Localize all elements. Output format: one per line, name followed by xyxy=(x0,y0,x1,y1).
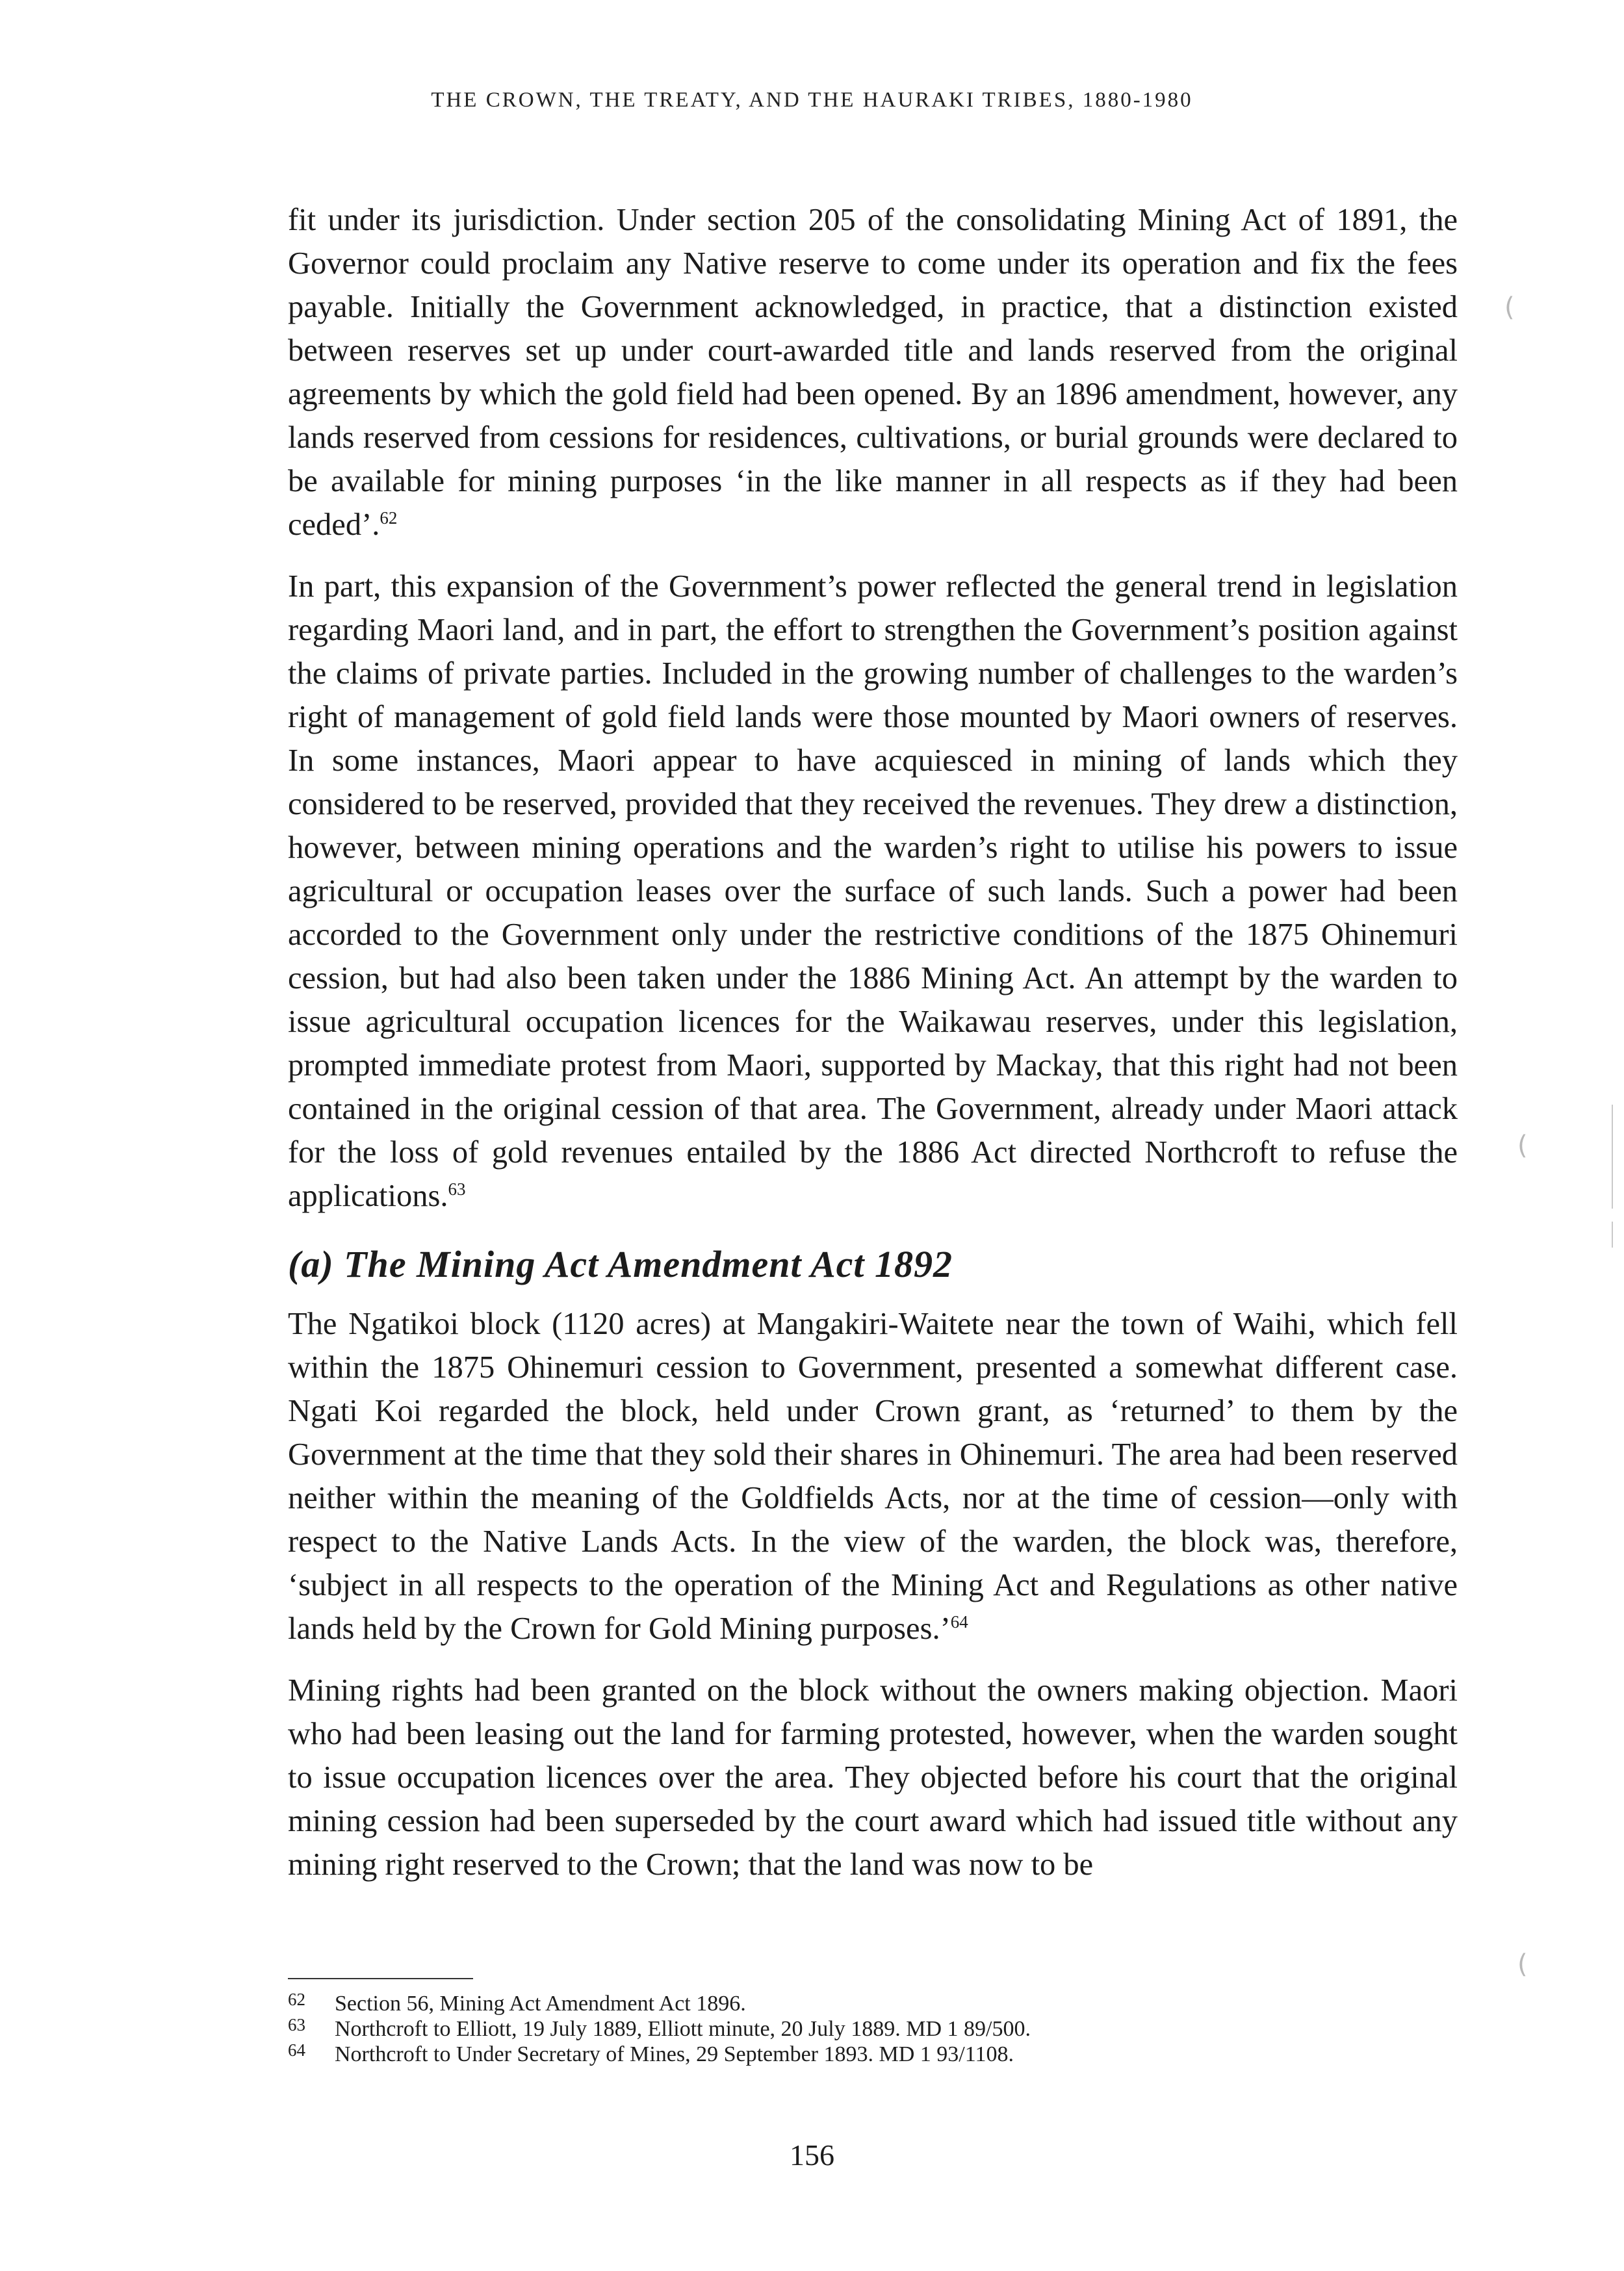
paragraph-2 xyxy=(288,565,1458,1218)
paragraph-3 xyxy=(288,1302,1458,1650)
footnote-text: Northcroft to Under Secretary of Mines, 29 September 1893. MD 1 93/1108. xyxy=(335,2042,1014,2066)
paragraph-1-text: fit under its jurisdiction. Under section 205 of the consolidating Mining Act of 1891, the Governor could proclaim any Native reserve to come under its operation and fix the fees payable. Initially the Government acknowledged, in practice, that a distinction existed between reserves set up under court-awarded title and lands reserved from the original agreements by which the gold field had been opened. By an 1896 amendment, however, any lands reserved from cessions for residences, cultivations, or burial grounds were declared to be available for mining purposes ‘in the like manner in all respects as if they had been ceded’. xyxy=(288,203,1458,542)
footnote-number: 64 xyxy=(288,2040,305,2060)
running-head: THE CROWN, THE TREATY, AND THE HAURAKI TRIBES, 1880-1980 xyxy=(431,88,1193,112)
page-number: 156 xyxy=(790,2138,834,2172)
paragraph-4-text: Mining rights had been granted on the block without the owners making objection. Maori who had been leasing out the land for farming protested, however, when the warden sought to issue occupation licences over the area. They objected before his court that the original mining cession had been superseded by the court award which had issued title without any mining right reserved to the Crown; that the land was now to be xyxy=(288,1673,1458,1882)
footnotes xyxy=(288,1991,1458,2067)
paragraph-1 xyxy=(288,198,1458,546)
scan-edge-line xyxy=(1612,1222,1613,1248)
scan-artifact-mark: ( xyxy=(1517,1131,1528,1161)
body-text xyxy=(288,198,1458,1886)
footnote-text: Northcroft to Elliott, 19 July 1889, Elliott minute, 20 July 1889. MD 1 89/500. xyxy=(335,2017,1031,2041)
paragraph-3-text: The Ngatikoi block (1120 acres) at Mangakiri-Waitete near the town of Waihi, which fell within the 1875 Ohinemuri cession to Government, presented a somewhat different case. Ngati Koi regarded the block, held under Crown grant, as ‘returned’ to them by the Government at the time that they sold their shares in Ohinemuri. The area had been reserved neither within the meaning of the Goldfields Acts, nor at the time of cession—only with respect to the Native Lands Acts. In the view of the warden, the block was, therefore, ‘subject in all respects to the operation of the Mining Act and Regulations as other native lands held by the Crown for Gold Mining purposes.’ xyxy=(288,1307,1458,1646)
footnote-number: 63 xyxy=(288,2015,305,2034)
scan-artifact-mark: ( xyxy=(1504,292,1515,322)
footnote-ref-62[interactable]: 62 xyxy=(380,508,398,528)
section-heading: (a) The Mining Act Amendment Act 1892 xyxy=(288,1243,953,1285)
footnote-number: 62 xyxy=(288,1990,305,2009)
footnote-divider xyxy=(288,1978,473,1979)
paragraph-4 xyxy=(288,1669,1458,1886)
footnote-64 xyxy=(288,2042,1458,2067)
scan-edge-line xyxy=(1612,1105,1613,1209)
paragraph-2-text: In part, this expansion of the Government’s power reflected the general trend in legislation regarding Maori land, and in part, the effort to strengthen the Government’s position against the claims of private parties. Included in the growing number of challenges to the warden’s right of management of gold field lands were those mounted by Maori owners of reserves. In some instances, Maori appear to have acquiesced in mining of lands which they considered to be reserved, provided that they received the revenues. They drew a distinction, however, between mining operations and the warden’s right to utilise his powers to issue agricultural or occupation leases over the surface of such lands. Such a power had been accorded to the Government only under the restrictive conditions of the 1875 Ohinemuri cession, but had also been taken under the 1886 Mining Act. An attempt by the warden to issue agricultural occupation licences for the Waikawau reserves, under this legislation, prompted immediate protest from Maori, supported by Mackay, that this right had not been contained in the original cession of that area. The Government, already under Maori attack for the loss of gold revenues entailed by the 1886 Act directed Northcroft to refuse the applications. xyxy=(288,569,1458,1213)
footnote-62 xyxy=(288,1991,1458,2016)
footnote-text: Section 56, Mining Act Amendment Act 1896. xyxy=(335,1992,746,2016)
scan-artifact-mark: ( xyxy=(1517,1949,1528,1979)
footnote-ref-63[interactable]: 63 xyxy=(448,1179,466,1199)
footnote-63 xyxy=(288,2016,1458,2042)
footnote-ref-64[interactable]: 64 xyxy=(950,1612,968,1632)
